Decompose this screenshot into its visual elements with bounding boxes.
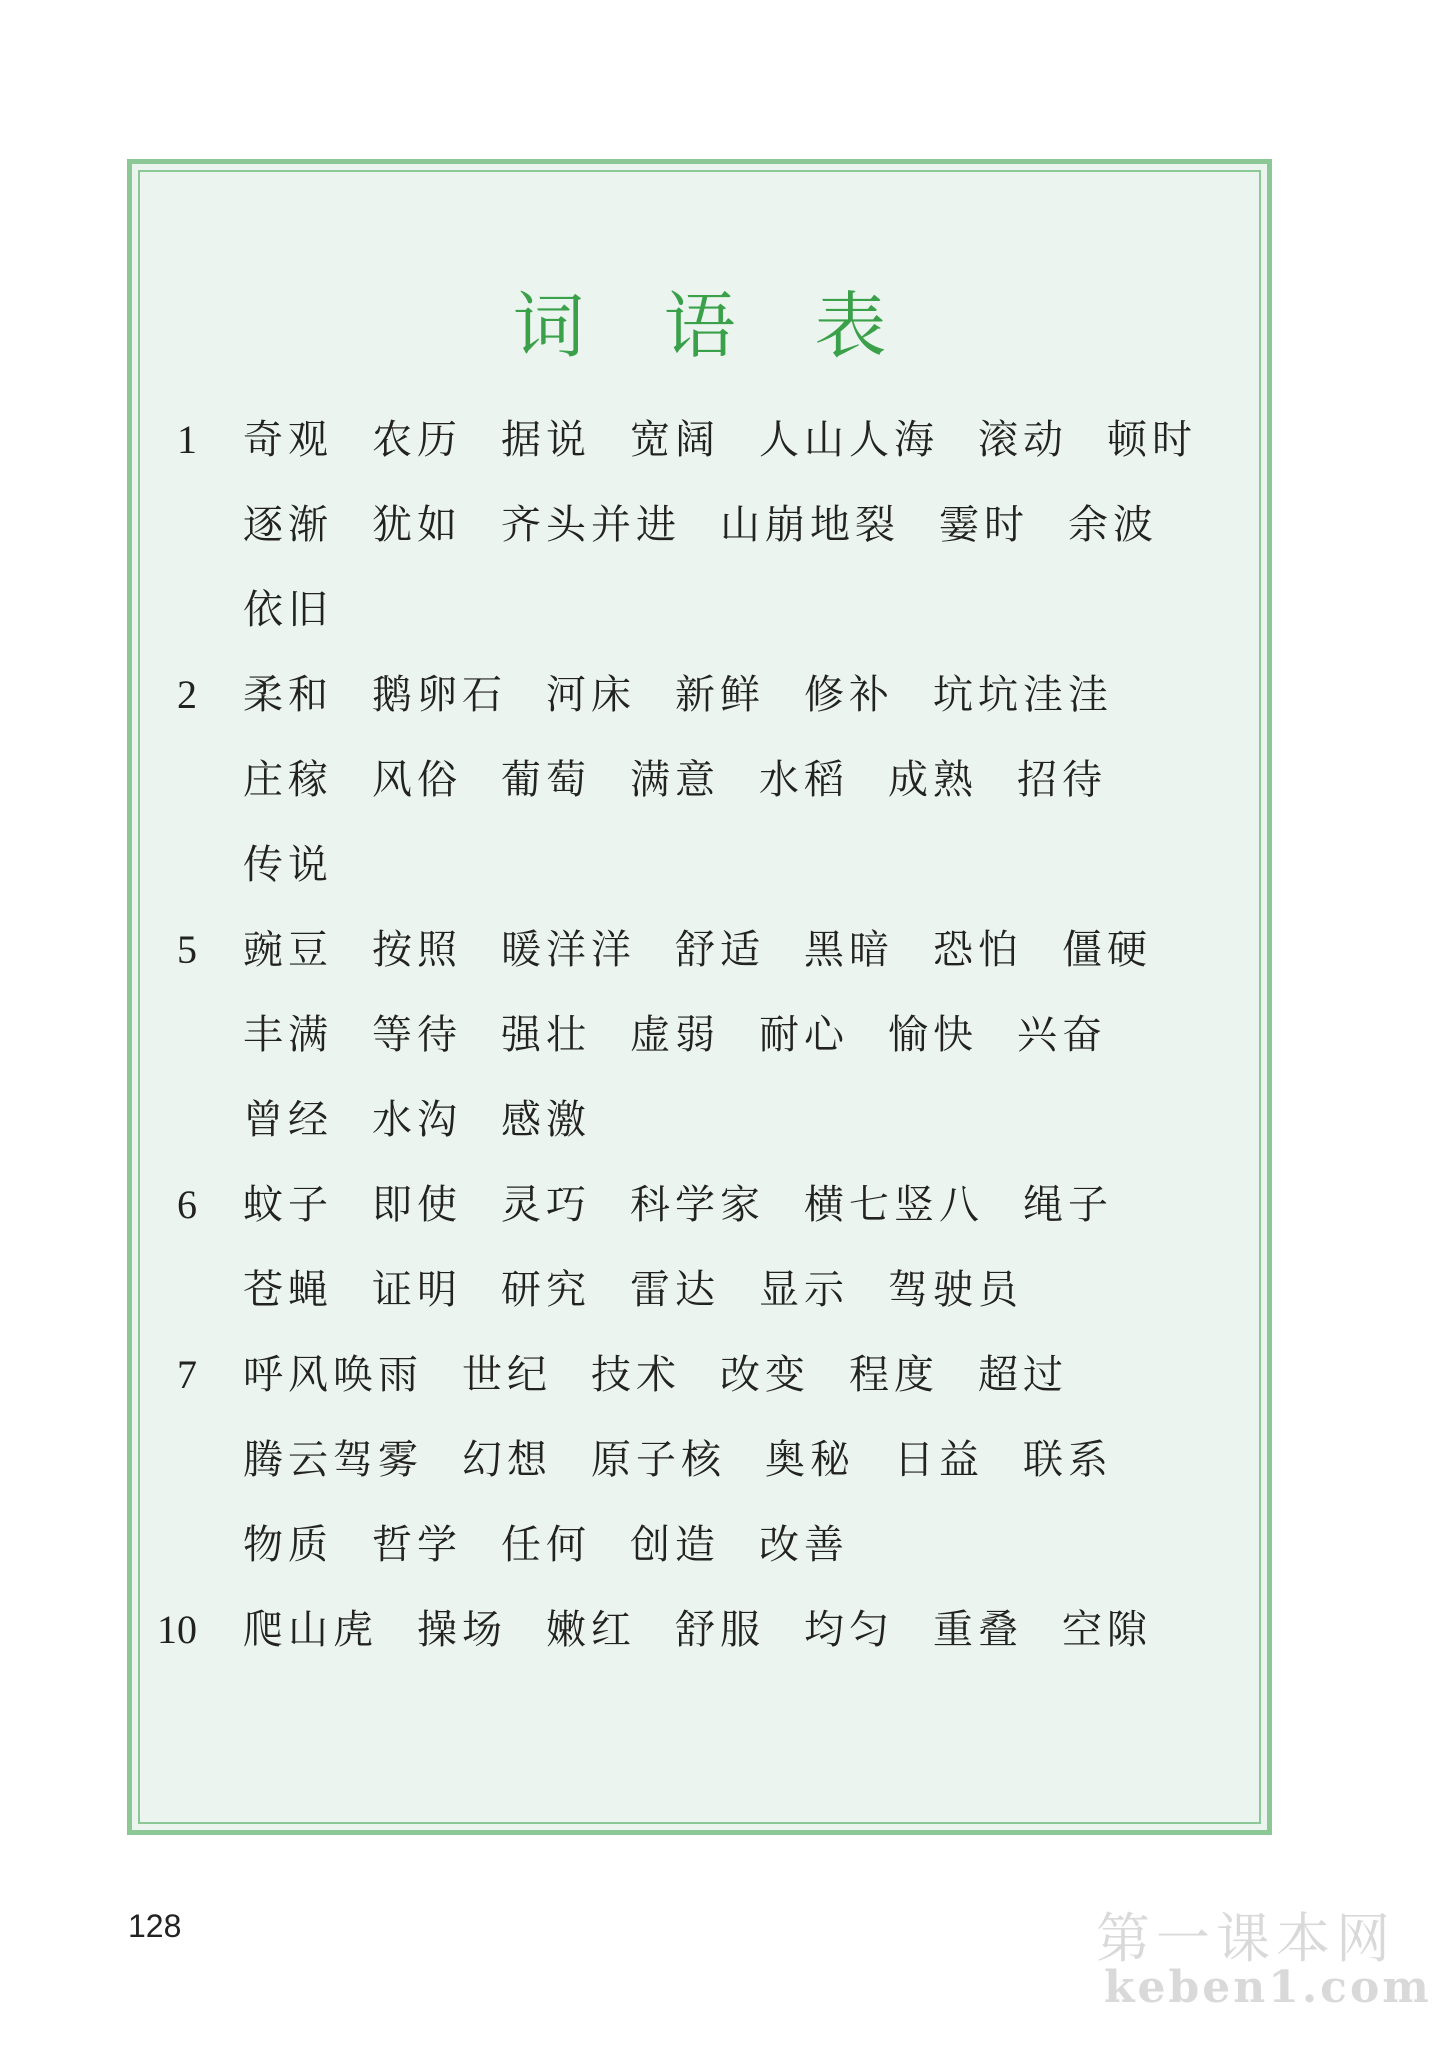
vocabulary-word: 葡萄 — [501, 757, 591, 803]
vocabulary-word: 庄稼 — [243, 757, 333, 803]
vocabulary-word: 技术 — [591, 1352, 681, 1398]
vocabulary-word: 操场 — [417, 1607, 507, 1653]
vocabulary-word: 任何 — [501, 1522, 591, 1568]
vocabulary-word: 柔和 — [243, 672, 333, 718]
vocabulary-word: 幻想 — [462, 1437, 552, 1483]
vocabulary-word: 河床 — [546, 672, 636, 718]
vocabulary-word: 曾经 — [243, 1097, 333, 1143]
vocabulary-word: 苍蝇 — [243, 1267, 333, 1313]
vocabulary-word: 嫩红 — [546, 1607, 636, 1653]
vocabulary-word: 均匀 — [804, 1607, 894, 1653]
page-title: 词 语 表 — [512, 284, 915, 368]
lesson-number: 10 — [157, 1607, 197, 1652]
vocabulary-word: 世纪 — [462, 1352, 552, 1398]
lesson-number: 5 — [177, 927, 197, 972]
vocabulary-word: 山崩地裂 — [720, 502, 900, 548]
vocabulary-word: 舒服 — [675, 1607, 765, 1653]
vocabulary-word: 腾云驾雾 — [243, 1437, 423, 1483]
vocabulary-word: 风俗 — [372, 757, 462, 803]
vocabulary-word: 奥秘 — [765, 1437, 855, 1483]
vocabulary-word: 滚动 — [978, 417, 1068, 463]
lesson-number: 1 — [177, 417, 197, 462]
vocabulary-word: 蚊子 — [243, 1182, 333, 1228]
vocabulary-word: 依旧 — [243, 587, 333, 633]
vocabulary-word: 强壮 — [501, 1012, 591, 1058]
vocabulary-word: 显示 — [759, 1267, 849, 1313]
vocabulary-word: 水稻 — [759, 757, 849, 803]
vocabulary-word: 呼风唤雨 — [243, 1352, 423, 1398]
vocabulary-word: 爬山虎 — [243, 1607, 378, 1653]
vocabulary-word: 豌豆 — [243, 927, 333, 973]
watermark-name: 第一课本网 — [1096, 1907, 1396, 1970]
watermark-url: keben1.com — [1104, 1962, 1432, 2013]
vocabulary-word: 坑坑洼洼 — [933, 672, 1113, 718]
vocabulary-word: 修补 — [804, 672, 894, 718]
vocabulary-word: 等待 — [372, 1012, 462, 1058]
vocabulary-word: 超过 — [978, 1352, 1068, 1398]
vocabulary-word: 暖洋洋 — [501, 927, 636, 973]
vocabulary-word: 霎时 — [939, 502, 1029, 548]
vocabulary-word: 横七竖八 — [804, 1182, 984, 1228]
vocabulary-word: 感激 — [501, 1097, 591, 1143]
vocabulary-word: 物质 — [243, 1522, 333, 1568]
lesson-number: 6 — [177, 1182, 197, 1227]
vocabulary-word: 丰满 — [243, 1012, 333, 1058]
vocabulary-word: 兴奋 — [1017, 1012, 1107, 1058]
vocabulary-word: 人山人海 — [759, 417, 939, 463]
vocabulary-word: 证明 — [372, 1267, 462, 1313]
vocabulary-word: 农历 — [372, 417, 462, 463]
vocabulary-word: 舒适 — [675, 927, 765, 973]
vocabulary-word: 灵巧 — [501, 1182, 591, 1228]
vocabulary-word: 招待 — [1017, 757, 1107, 803]
vocabulary-word: 黑暗 — [804, 927, 894, 973]
vocabulary-word: 空隙 — [1062, 1607, 1152, 1653]
vocabulary-word: 即使 — [372, 1182, 462, 1228]
vocabulary-word: 成熟 — [888, 757, 978, 803]
vocabulary-word: 奇观 — [243, 417, 333, 463]
vocabulary-word: 新鲜 — [675, 672, 765, 718]
vocabulary-word: 宽阔 — [630, 417, 720, 463]
vocabulary-word: 联系 — [1023, 1437, 1113, 1483]
vocabulary-word: 改善 — [759, 1522, 849, 1568]
vocabulary-word: 程度 — [849, 1352, 939, 1398]
vocabulary-word: 哲学 — [372, 1522, 462, 1568]
vocabulary-word: 恐怕 — [933, 927, 1023, 973]
vocabulary-word: 愉快 — [888, 1012, 978, 1058]
vocabulary-word: 逐渐 — [243, 502, 333, 548]
vocabulary-frame — [127, 159, 1272, 1835]
vocabulary-word: 犹如 — [372, 502, 462, 548]
vocabulary-word: 研究 — [501, 1267, 591, 1313]
vocabulary-word: 满意 — [630, 757, 720, 803]
vocabulary-word: 水沟 — [372, 1097, 462, 1143]
vocabulary-word: 虚弱 — [630, 1012, 720, 1058]
vocabulary-word: 改变 — [720, 1352, 810, 1398]
vocabulary-word: 传说 — [243, 842, 333, 888]
vocabulary-word: 僵硬 — [1062, 927, 1152, 973]
vocabulary-word: 绳子 — [1023, 1182, 1113, 1228]
vocabulary-word: 原子核 — [591, 1437, 726, 1483]
page-number: 128 — [128, 1908, 182, 1944]
vocabulary-word: 按照 — [372, 927, 462, 973]
vocabulary-word: 耐心 — [759, 1012, 849, 1058]
vocabulary-word: 日益 — [894, 1437, 984, 1483]
vocabulary-word: 驾驶员 — [888, 1267, 1023, 1313]
lesson-number: 2 — [177, 672, 197, 717]
vocabulary-word: 重叠 — [933, 1607, 1023, 1653]
vocabulary-word: 雷达 — [630, 1267, 720, 1313]
vocabulary-word: 齐头并进 — [501, 502, 681, 548]
vocabulary-word: 据说 — [501, 417, 591, 463]
lesson-number: 7 — [177, 1352, 197, 1397]
vocabulary-word: 顿时 — [1107, 417, 1197, 463]
vocabulary-word: 科学家 — [630, 1182, 765, 1228]
vocabulary-word: 鹅卵石 — [372, 672, 507, 718]
vocabulary-word: 余波 — [1068, 502, 1158, 548]
vocabulary-word: 创造 — [630, 1522, 720, 1568]
